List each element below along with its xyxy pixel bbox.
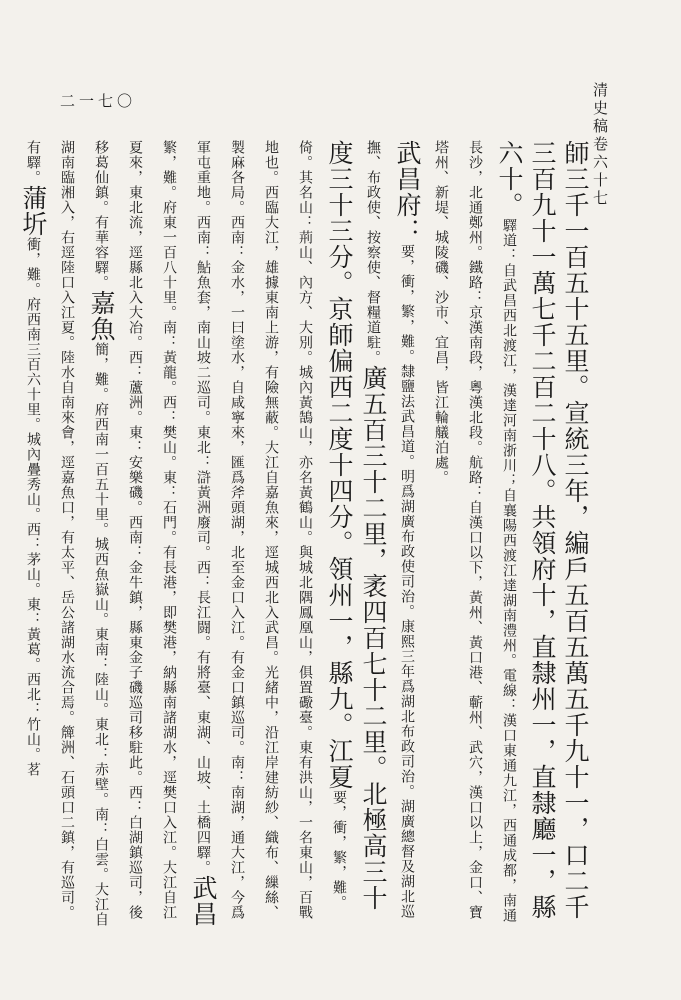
main-text: [19, 140, 592, 930]
province-summary: 師三千一百五十五里。宣統三年，編戶五百五萬五千九十一，口二千三百九十一萬七千二百二十八。共領府十，直隸州一，直隸廳一，縣六十。驛道：自武昌西北渡江，漢達河南浙川；自襄陽西渡江達湖南澧州。電線：漢口東通九江，西通成都，南通長沙，北通鄭州。鐵路：京漢南段，粵漢北段。航路：自漢口以下，黃州、黃口港、蘄州、武穴，漢口以上，金口、寶塔州、新堤、城陵磯、沙市、宜昌，皆江輪艤泊處。: [433, 140, 590, 923]
book-title: 清史稿卷六十七: [591, 82, 609, 208]
page-number: 二一七〇: [60, 92, 137, 110]
prefecture-wuchang: 武昌府：要，衝，繁，難。隸鹽法武昌道。明爲湖廣布政使司治。康熙三年爲湖北布政司治。湖廣總督及湖北巡撫、布政使、按察使、督糧道駐。廣五百三十二里，袤四百七十二里。北極高三十度三十三分。京師偏西二度十四分。領州一，縣九。江夏要，衝，繁，難。倚。其名山：荊山、內方、大別。城內黃鵠山，亦名黃鶴山。與城北隅鳳凰山，俱置礮臺。東有洪山，一名東山，百戰地也。西臨大江，雄據東南上游，有險無蔽。大江自嘉魚來，逕城西北入武昌。光緒中，沿江岸建紡紗、織布、繅絲、製麻各局。西南：金水，一曰塗水，自咸寧來，匯爲斧頭湖，北至金口入江。有金口鎮巡司。南：南湖，通大江，今爲軍屯重地。西南：鮎魚套，南山坡二巡司。東北：滸黃洲廢司。西：長江闘。有將臺、東湖、山坡、土橋四驛。武昌繁，難。府東一百八十里。南：黃龍。西：樊山。東：石門。有長港，即樊港，納縣南諸湖水，逕樊口入江。大江自江夏來，東北流，逕縣北入大冶。西：蘆洲。東：安樂磯。西南：金牛鎮，縣東金子磯巡司移駐此。西：白湖鎮巡司，後移葛仙鎮。有華容驛。嘉魚簡，難。府西南一百五十里。城西魚嶽山。東南：陸山。東北：赤壁。南：白雲。大江自湖南臨湘入，右逕陸口入江夏。陸水自南來會，逕嘉魚口，有太平、岳公諸湖水流合焉。簰洲、石頭口二鎮，有巡司。有驛。蒲圻衝，難。府西南三百六十里。城內疊秀山。西：茅山。東：黃葛。西北：竹山。茗: [19, 140, 422, 927]
